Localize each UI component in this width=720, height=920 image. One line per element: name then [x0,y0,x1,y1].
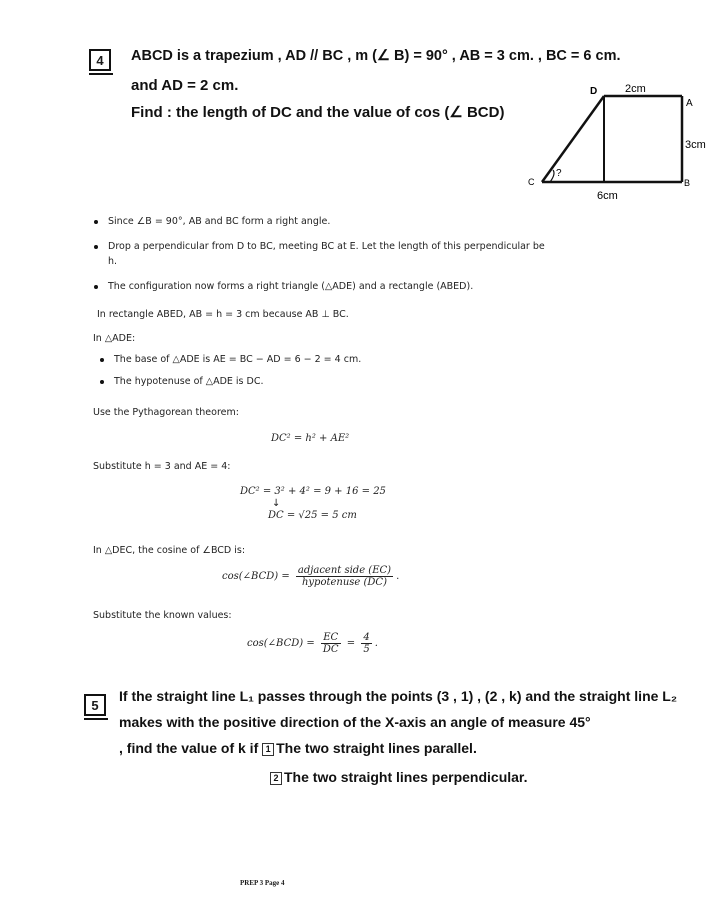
cosine-period: . [396,571,400,582]
question-5-option-2 [270,769,528,785]
page-footer: PREP 3 Page 4 [240,879,285,887]
label-bc-length: 6cm [597,190,618,202]
solution-bullet-3: The configuration now forms a right triangle (△ADE) and a rectangle (ABED). [108,281,474,292]
equation-dc-squared: DC² = 3² + 4² = 9 + 16 = 25 [240,486,386,497]
vertex-a-label: A [686,98,693,109]
equation-cosine-definition [222,565,399,588]
solution-triangle-heading: In △ADE: [93,333,136,344]
equation-arrow: ↓ [272,498,281,509]
question-5-line-2: makes with the positive direction of the X-axis an angle of measure 45° [119,714,591,730]
question-4-line-3: Find : the length of DC and the value of cos (∠ BCD) [131,104,505,121]
cosine-lhs: cos(∠BCD) = [222,571,290,582]
solution-substitute-values: Substitute the known values: [93,610,232,621]
fraction-four-fifths [361,632,371,655]
question-5-line-3 [119,740,477,756]
question-5-number: 5 [84,694,106,716]
option-2-text: The two straight lines perpendicular. [284,769,528,785]
cosine-value-period: . [374,638,378,649]
solution-cosine-intro: In △DEC, the cosine of ∠BCD is: [93,545,246,556]
label-ab-length: 3cm [685,139,706,151]
solution-sub-bullet-2: The hypotenuse of △ADE is DC. [114,376,264,387]
solution-sub-bullet-1: The base of △ADE is AE = BC − AD = 6 − 2 = 4 cm. [114,354,362,365]
fraction-ec-dc [321,632,341,655]
question-4-underline [89,73,113,75]
question-5-line-1: If the straight line L₁ passes through the points (3 , 1) , (2 , k) and the straight line L₂ [119,688,678,704]
solution-substitute-note: Substitute h = 3 and AE = 4: [93,461,231,472]
cosine-value-lhs: cos(∠BCD) = [247,638,315,649]
label-angle-unknown: ? [556,168,562,179]
equation-cosine-value [247,632,378,655]
cosine-equals: = [346,638,356,649]
vertex-b-label: B [684,178,691,188]
fraction-ec: EC [321,632,341,644]
solution-rectangle-note: In rectangle ABED, AB = h = 3 cm because AB ⊥ BC. [97,309,349,320]
cosine-denominator: hypotenuse (DC) [301,577,387,588]
solution-bullet-1: Since ∠B = 90°, AB and BC form a right angle. [108,216,331,227]
label-ad-length: 2cm [625,83,646,95]
fraction-five: 5 [363,644,370,655]
equation-pythagoras: DC² = h² + AE² [271,433,350,444]
solution-bullet-2: Drop a perpendicular from D to BC, meeting BC at E. Let the length of this perpendicular be [108,241,545,252]
cosine-fraction [296,565,393,588]
solution-pythagoras-intro: Use the Pythagorean theorem: [93,407,239,418]
side-dc [542,96,604,182]
fraction-dc: DC [322,644,339,655]
cosine-numerator: adjacent side (EC) [297,565,392,576]
vertex-c-label: C [528,177,535,187]
option-2-marker: 2 [270,772,282,785]
question-5-line-3-text: , find the value of k if [119,740,259,756]
question-4-number: 4 [89,49,111,71]
question-4-line-2: and AD = 2 cm. [131,77,239,94]
fraction-four: 4 [363,632,370,643]
trapezium-figure [520,78,720,208]
question-5-underline [84,718,108,720]
solution-bullet-2-cont: h. [108,256,118,267]
option-1-marker: 1 [262,743,274,756]
question-4-line-1: ABCD is a trapezium , AD // BC , m (∠ B) = 90° , AB = 3 cm. , BC = 6 cm. [131,48,621,64]
equation-dc-result: DC = √25 = 5 cm [268,510,357,521]
option-1-text: The two straight lines parallel. [276,740,477,756]
vertex-d-label: D [590,86,598,97]
